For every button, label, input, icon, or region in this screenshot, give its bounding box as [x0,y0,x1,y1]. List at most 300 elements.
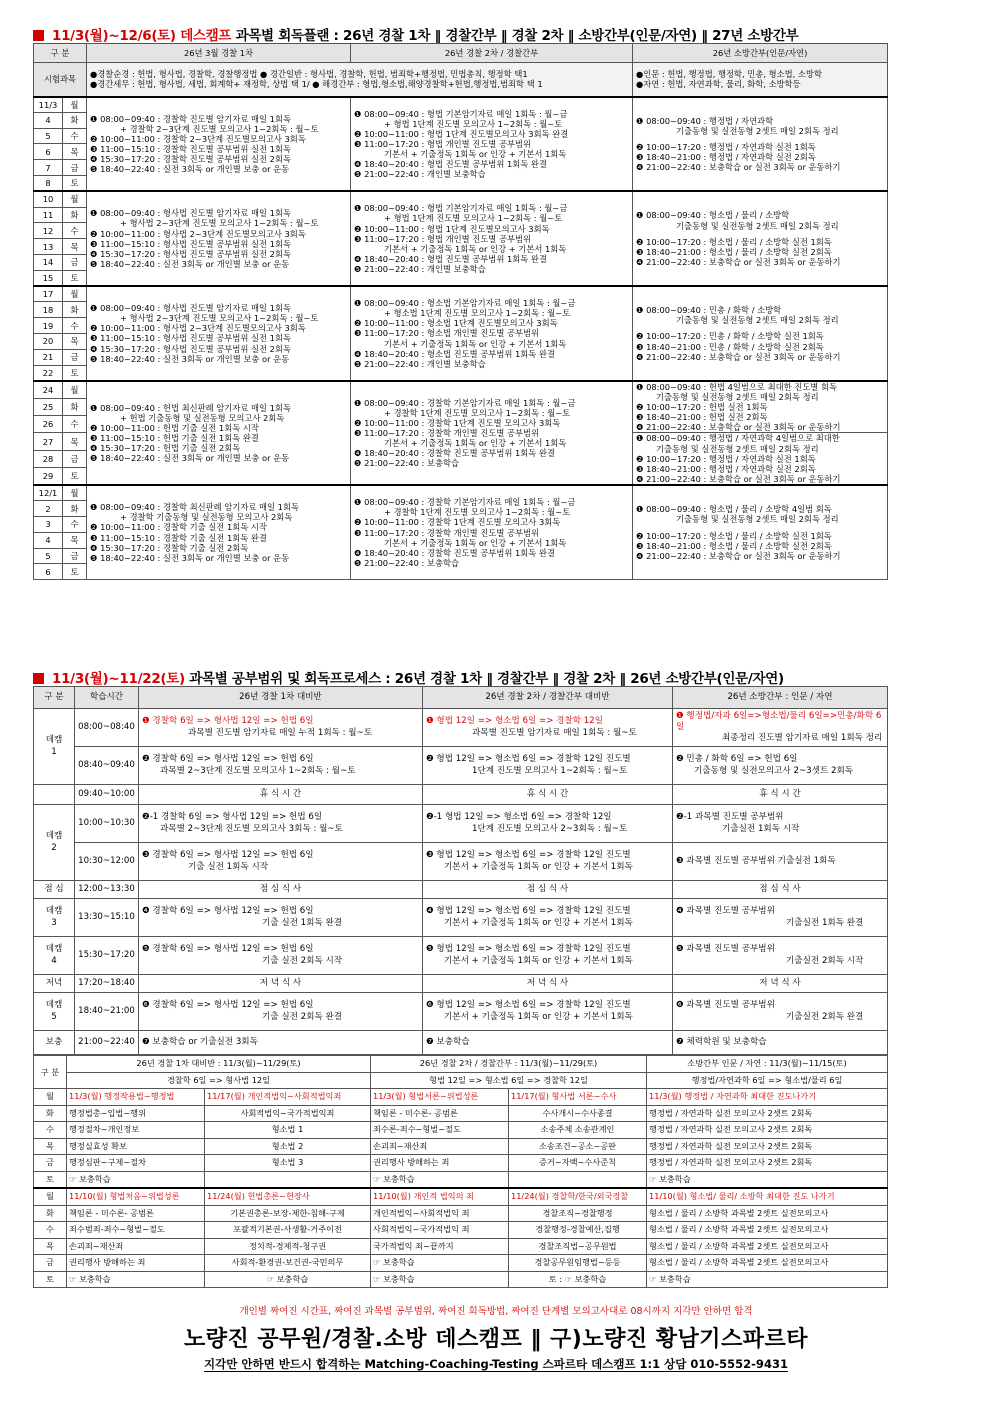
header-police2: 26년 경찰 2차 / 경찰간부 [351,44,633,63]
plan-line: ❶ 08:00~09:40 : 형사법 진도별 암기자료 매일 1회독 [90,303,291,314]
subjects-police-line1: ●경찰순경 : 헌법, 형사법, 경찰학, 경찰행정법 ● 경간일반 : 형사법, 경찰학, 헌법, 범죄학+행정법, 민법총칙, 행정학 택1 [90,69,528,80]
date-cell: 20 [34,333,63,349]
weekday-cell: 목 [63,433,87,450]
cell-line: 기출 실전 2회독 완결 [262,1011,343,1022]
plan-line: ❸ 18:40~21:00 : 형소법 / 물리 / 소방학 실전 2회독 [636,246,832,257]
subject-cell: ☞ 보충학습 [371,1171,509,1188]
weekday-cell: 화 [63,501,87,517]
cell-line: ❻ 형법 12일 => 형소법 6일 => 경찰학 12일 진도별 [426,1000,631,1011]
weekday-cell: 월 [34,1188,67,1205]
cell-d2a-c1 [139,805,423,843]
header-fire: 소방간부 인문 / 자연 : 11/3(월)~11/15(토) [647,1056,888,1073]
plan-line: ❷ 10:00~11:00 : 경찰학 기출 실전 1회독 시작 [90,522,267,533]
weekday-cell: 토 [34,1271,67,1288]
plan-line: ❸ 11:00~15:10 : 형사법 진도별 공부범위 실전 1회독 [90,333,291,344]
plan-line: 기본서 + 기출정독 1회독 or 인강 + 기본서 1회독 [384,148,567,159]
plan-line: ❹ 21:00~22:40 : 보충학습 or 실전 3회독 or 운동하기 [636,351,841,362]
subject-cell: ☞ 보충학습 [647,1271,888,1288]
sequence-fire: 행정법/자연과학 6일 => 형소법/물리 6일 [647,1072,888,1089]
plan-line: 기본서 + 기출정독 1회독 or 인강 + 기본서 1회독 [384,243,567,254]
cell-line: 기출실전 2회독 시작 [786,955,864,966]
date-cell: 6 [34,144,63,160]
time-slot: 10:00~10:30 [75,805,139,843]
weekday-cell: 토 [63,270,87,286]
header-gubun: 구 분 [34,44,87,63]
plan-line: 기출동형 및 실전동형 2셋트 매일 2회독 정리 [676,220,839,231]
section2-title: 11/3(월)~11/22(토) 과목별 공부범위 및 회독프로세스 : 26년 경찰 1차 ‖ 경찰간부 ‖ 경찰 2차 ‖ 26년 소방간부(인문/자연) [33,667,784,687]
cell-line: ❷ 경찰학 6일 => 형사법 12일 => 헌법 6일 [142,754,314,765]
weekday-cell: 월 [63,191,87,207]
date-cell: 24 [34,381,63,398]
cell-line: 기출실전 2회독 완결 [786,1011,864,1022]
cell-d1b-c3 [673,747,888,785]
date-cell: 29 [34,468,63,485]
header-police2: 26년 경찰 2차 / 경찰간부 : 11/3(월)~11/29(토) [371,1056,647,1073]
time-slot: 17:20~18:40 [75,975,139,993]
subject-cell: ☞ 보충학습 [647,1171,888,1188]
study-process-table [33,686,888,1055]
plan-col3 [633,485,888,580]
cell-line: ❶ 형법 12일 => 형소법 6일 => 경찰학 12일 [426,716,604,727]
plan-col3 [633,97,888,192]
plan-line: ❷ 10:00~17:20 : 형소법 / 물리 / 소방학 실전 1회독 [636,236,832,247]
plan-line: 기출동형 및 실전동형 2셋트 매일 2회독 정리 [656,443,819,454]
plan-line: ❹ 15:30~17:20 : 헌법 기출 실전 2회독 [90,443,241,453]
subject-cell: ☞ 보충학습 [205,1271,371,1288]
time-slot: 13:30~15:10 [75,899,139,937]
cell-d2a-c3 [673,805,888,843]
subject-cell: ☞ 보충학습 [371,1255,509,1272]
time-slot: 12:00~13:30 [75,881,139,899]
weekday-cell: 금 [34,1155,67,1172]
weekday-cell: 수 [63,416,87,433]
header-fire: 26년 소방간부(인문/자연) [633,44,888,63]
plan-line: ❸ 18:40~21:00 : 형소법 / 물리 / 소방학 실전 2회독 [636,540,832,551]
subject-cell: 증거~자백~수사준칙 [509,1155,647,1172]
cell-d5-c2 [423,993,673,1031]
dinner-label: 저녁 [34,975,75,993]
rest-time: 휴 식 시 간 [139,785,423,805]
plan-line: ❶ 08:00~09:40 : 형소법 / 물리 / 소방학 [636,210,790,221]
cell-d3-c2 [423,899,673,937]
plan-line: ❺ 21:00~22:40 : 개인별 보충학습 [354,358,486,369]
cell-line: ❶ 행정법/자과 6일=>형소법/물리 6일=>민총/화학 6일 [676,710,882,732]
cell-d1a-c2 [423,709,673,747]
subjects-fire-line2: ●자연 : 헌법, 자연과학, 물리, 화학, 소방학등 [636,79,801,90]
plan-line: ❺ 21:00~22:40 : 보충학습 [354,458,459,469]
date-cell: 5 [34,128,63,144]
cell-line: 기본서 + 기출정독 1회독 or 인강 + 기본서 1회독 [444,955,633,966]
plan-line: ❺ 18:40~22:40 : 실전 3회독 or 개인별 보충 or 운동 [90,353,290,364]
date-cell: 26 [34,416,63,433]
weekday-cell: 수 [63,223,87,239]
plan-col2 [351,191,633,286]
plan-line: ❹ 21:00~22:40 : 보충학습 or 실전 3회독 or 운동하기 [636,162,841,173]
cell-d4-c1 [139,937,423,975]
header-police1: 26년 경찰 1차 대비반 [139,687,423,709]
subject-cell: 정치적-경제적-청구권 [205,1238,371,1255]
plan-col1 [87,191,351,286]
cell-line: 기본서 + 기출정독 1회독 or 인강 + 기본서 1회독 [444,1011,633,1022]
cell-line: ❺ 과목별 진도별 공부범위 [676,944,775,955]
plan-col2 [351,485,633,580]
subject-cell: 사회적법익~국가적법익 죄 [371,1222,509,1239]
cell-line: 1단계 진도별 모의고사 2~3회독 : 월~토 [472,823,628,834]
subject-cell: 소송조건~공소~공판 [509,1138,647,1155]
plan-line: ❶ 08:00~09:40 : 형소법 / 물리 / 소방학 4일범 회독 [636,504,832,515]
plan-line: ❹ 18:40~20:40 : 형소법 진도별 공부범위 1회독 완결 [354,348,555,359]
plan-line: ❶ 08:00~09:40 : 행정법 / 자연과학 4일범으로 최대한 [636,433,840,444]
plan-line: + 경찰학 1단계 진도별 모의고사 1~2회독 : 월~토 [384,507,571,518]
cell-line: 기출 실전 1회독 시작 [188,861,269,872]
date-cell: 5 [34,548,63,564]
weekday-cell: 수 [34,1222,67,1239]
plan-line: 기본서 + 기출정독 1회독 or 인강 + 기본서 1회독 [384,437,567,448]
plan-line: 기출동형 및 실전동형 2셋트 매일 2회독 정리 [676,315,839,326]
plan-col2 [351,97,633,192]
subject-cell: 행정심판~구제~절차 [67,1155,205,1172]
subject-cell: 기본권총론-보장-제한-침해-구제 [205,1205,371,1222]
weekday-cell: 금 [34,1255,67,1272]
lunch-time: 점 심 식 사 [673,881,888,899]
header-fire: 26년 소방간부 : 인문 / 자연 [673,687,888,709]
cell-line: ❹ 형법 12일 => 형소법 6일 => 경찰학 12일 진도별 [426,906,631,917]
subject-cell: 사회적-환경권-보건권-국민의무 [205,1255,371,1272]
cell-d1b-c2 [423,747,673,785]
plan-line: + 헌법 기출동형 및 실전동형 모의고사 2회독 [120,412,285,423]
weekday-cell: 목 [63,144,87,160]
cell-d1a-c1 [139,709,423,747]
cell-d1b-c1 [139,747,423,785]
subject-cell: 죄수론-죄수~형벌~절도 [371,1122,509,1139]
subject-cell: 개인적법익~사회적법익 죄 [371,1205,509,1222]
cell-line: 기출실전 1회독 완결 [786,917,864,928]
plan-line: ❶ 08:00~09:40 : 민총 / 화학 / 소방학 [636,305,782,316]
cell-line: 기본서 + 기출정독 1회독 or 인강 + 기본서 1회독 [444,917,633,928]
subject-cell: 행정법 / 자연과학 실전 모의고사 2셋트 2회독 [647,1138,888,1155]
cell-line: 1단계 진도별 모의고사 1~2회독 : 월~토 [472,765,628,776]
cell-d5-c1 [139,993,423,1031]
subject-cell: 11/17(월) 개인적법익~사회적법익죄 [205,1089,371,1106]
weekday-cell: 월 [63,381,87,398]
plan-line: ❸ 11:00~17:20 : 경찰학 개인별 진도별 공부범위 [354,427,540,438]
cell-d2b-c3 [673,843,888,881]
plan-line: ❺ 18:40~22:40 : 실전 3회독 or 개인별 보충 or 운동 [90,552,290,563]
cell-line: ❹ 경찰학 6일 => 형사법 12일 => 헌법 6일 [142,906,314,917]
date-cell: 28 [34,450,63,467]
subject-cell: 수사개시~수사종결 [509,1105,647,1122]
weekday-cell: 금 [63,548,87,564]
plan-col1 [87,97,351,192]
empty-cell [34,785,75,805]
subject-cell: 11/24(월) 경찰학/한국/외국경찰 [509,1188,647,1205]
session-label: 데캠 5 [34,993,75,1031]
cell-sup-c3: ❼ 체력학원 및 보충학습 [673,1031,888,1055]
cell-sup-c1: ❼ 보충학습 or 기출실전 3회독 [139,1031,423,1055]
subject-cell: 권리행사 방해하는 죄 [67,1255,205,1272]
subject-cell: 11/10(월) 개인적 법익의 죄 [371,1188,509,1205]
subject-cell: 형소법 2 [205,1138,371,1155]
date-cell: 10 [34,191,63,207]
session-label: 데캠 2 [34,805,75,881]
cell-line: ❷-1 경찰학 6일 => 형사법 12일 => 헌법 6일 [142,812,323,823]
plan-line: ❷ 10:00~11:00 : 형사법 2~3단계 진도별모의고사 3회독 [90,228,306,239]
subject-cell: 11/24(월) 헌법총론~헌장사 [205,1188,371,1205]
subject-cell: 권리행사 방해하는 죄 [371,1155,509,1172]
section1-title: 11/3(월)~12/6(토) 데스캠프 과목별 회독플랜 : 26년 경찰 1차 ‖ 경찰간부 ‖ 경찰 2차 ‖ 소방간부(인문/자연) ‖ 27년 소방간부 [33,24,798,44]
plan-line: ❸ 11:00~17:20 : 형법 개인별 진도별 공부범위 [354,138,532,149]
weekday-cell: 월 [63,286,87,302]
subject-cell [205,1171,371,1188]
plan-line: ❺ 18:40~22:40 : 실전 3회독 or 개인별 보충 or 운동 [90,258,290,269]
plan-line: ❶ 08:00~09:40 : 경찰학 최신판례 암기자료 매일 1회독 [90,502,299,513]
plan-line: ❺ 18:40~22:40 : 실전 3회독 or 개인별 보충 or 운동 [90,453,290,464]
cell-d5-c3 [673,993,888,1031]
cell-line: ❷ 민총 / 화학 6일 => 헌법 6일 [676,754,798,765]
plan-line: 기본서 + 기출정독 1회독 or 인강 + 기본서 1회독 [384,537,567,548]
subject-cell: 행정법 / 자연과학 실전 모의고사 2셋트 2회독 [647,1122,888,1139]
subject-cell: 형소법 / 물리 / 소방학 과목별 2셋트 실전모의고사 [647,1205,888,1222]
weekday-cell: 월 [63,485,87,501]
plan-line: ❹ 15:30~17:20 : 형사법 진도별 공부범위 실전 2회독 [90,248,291,259]
plan-line: ❺ 18:40~22:40 : 실전 3회독 or 개인별 보충 or 운동 [90,164,290,175]
date-cell: 2 [34,501,63,517]
date-cell: 17 [34,286,63,302]
plan-col3b [633,433,888,485]
subject-cell: 책임론 - 미수론- 공범론 [67,1205,205,1222]
plan-line: ❸ 11:00~17:20 : 형소법 개인별 진도별 공부범위 [354,328,540,339]
cell-line: 기출실전 1회독 시작 [722,823,800,834]
subject-cell: 책임론 - 미수론- 공범론 [371,1105,509,1122]
lunch-time: 점 심 식 사 [423,881,673,899]
time-slot: 08:00~08:40 [75,709,139,747]
date-cell: 22 [34,365,63,381]
cell-line: ❸ 경찰학 6일 => 형사법 12일 => 헌법 6일 [142,850,314,861]
plan-col2 [351,286,633,381]
weekday-cell: 수 [63,318,87,334]
date-cell: 7 [34,160,63,176]
cell-line: ❹ 과목별 진도별 공부범위 [676,906,775,917]
cell-d2b-c2 [423,843,673,881]
weekday-cell: 토 [63,468,87,485]
subject-cell: 형소법 / 물리 / 소방학 과목별 2셋트 실전모의고사 [647,1222,888,1239]
subject-cell: 경찰공무원임행법~등등 [509,1255,647,1272]
dinner-time: 저 녁 식 사 [673,975,888,993]
weekday-cell: 수 [34,1122,67,1139]
date-cell: 27 [34,433,63,450]
weekday-cell: 수 [63,128,87,144]
plan-line: ❺ 21:00~22:40 : 개인별 보충학습 [354,169,486,180]
cell-line: 과목별 2~3단계 진도별 모의고사 1~2회독 : 월~토 [160,765,356,776]
plan-line: ❸ 18:40~21:00 : 헌법 실전 2회독 [636,412,768,423]
session-label: 데캠 1 [34,709,75,785]
weekday-cell: 화 [63,112,87,128]
cell-line: 기출동형 및 실전모의고사 2~3셋트 2회독 [694,765,854,776]
weekday-cell: 월 [63,97,87,113]
subject-cell: 소송주체 소송관계인 [509,1122,647,1139]
red-square-icon [33,673,44,684]
cell-line: 최종정리 진도별 암기자료 매일 1회독 정리 [722,733,883,744]
plan-line: ❹ 21:00~22:40 : 보충학습 or 실전 3회독 or 운동하기 [636,473,841,484]
lunch-time: 점 심 식 사 [139,881,423,899]
subject-cell: 11/10(월) 형소법/ 물리/ 소방학 최대한 진도 나가기 [647,1188,888,1205]
subject-cell: 형소법 / 물리 / 소방학 과목별 2셋트 실전모의고사 [647,1255,888,1272]
subjects-fire-line1: ●인문 : 헌법, 행정법, 행정학, 민총, 형소법, 소방학 [636,69,822,80]
subject-cell: 경찰조직법~공무원법 [509,1238,647,1255]
sequence-police2: 형법 12일 => 형소법 6일 => 경찰학 12일 [371,1072,647,1089]
plan-line: ❸ 11:00~17:20 : 경찰학 개인별 진도별 공부범위 [354,527,540,538]
weekday-cell: 화 [63,398,87,415]
plan-line: ❸ 11:00~15:10 : 경찰학 기출 실전 1회독 완결 [90,532,267,543]
plan-line: ❺ 21:00~22:40 : 보충학습 [354,557,459,568]
supplement-label: 보충 [34,1031,75,1055]
plan-line: ❶ 08:00~09:40 : 행정법 / 자연과학 [636,115,774,126]
subject-cell: 토 : ☞ 보충학습 [509,1271,647,1288]
plan-line: + 형소법 1단계 진도별 모의고사 1~2회독 : 월~토 [384,308,571,319]
plan-col3 [633,286,888,381]
rest-time: 휴 식 시 간 [673,785,888,805]
time-slot: 21:00~22:40 [75,1031,139,1055]
weekday-cell: 수 [63,517,87,533]
cell-line: 과목별 2~3단계 진도별 모의고사 3회독 : 월~토 [160,823,343,834]
subjects-police-line2: ●경간세무 : 헌법, 형사법, 세법, 회계학+ 재정학, 상법 택 1/ ● 해경간부 : 형법,형소법,해양경찰학+헌법,행정법,범죄학 택 1 [90,79,543,90]
dinner-time: 저 녁 식 사 [139,975,423,993]
plan-line: ❶ 08:00~09:40 : 형법 기본암기자료 매일 1회독 : 월~금 [354,108,568,119]
header-gubun: 구 분 [34,1056,67,1089]
date-cell: 4 [34,112,63,128]
plan-line: ❶ 08:00~09:40 : 헌법 4일범으로 최대한 진도별 회독 [636,381,837,392]
plan-line: ❷ 10:00~11:00 : 형소법 1단계 진도별모의고사 3회독 [354,318,558,329]
plan-col1 [87,286,351,381]
cell-line: ❸ 형법 12일 => 형소법 6일 => 경찰학 12일 진도별 [426,850,631,861]
weekday-cell: 목 [34,1238,67,1255]
plan-line: + 경찰학 1단계 진도별 모의고사 1~2회독 : 월~토 [384,407,571,418]
cell-line: 과목별 진도별 암기자료 매일 누적 1회독 : 월~토 [188,727,373,738]
plan-line: ❶ 08:00~09:40 : 경찰학 진도별 암기자료 매일 1회독 [90,113,291,124]
weekday-cell: 금 [63,160,87,176]
subject-cell [509,1171,647,1188]
subject-cell: 포괄적기본권-사생활-거주이전 [205,1222,371,1239]
weekday-cell: 목 [34,1138,67,1155]
plan-line: ❷ 10:00~11:00 : 경찰학 1단계 진도별 모의고사 3회독 [354,417,561,428]
subject-cell: 경찰조직~경찰행정 [509,1205,647,1222]
cell-line: 기출 실전 1회독 완결 [262,917,343,928]
sequence-police1: 경찰학 6일 => 형사법 12일 [67,1072,371,1089]
time-slot: 08:40~09:40 [75,747,139,785]
cell-line: ❷-1 형법 12일 => 형소법 6일 => 경찰학 12일 [426,812,612,823]
subject-cell: ☞ 보충학습 [67,1271,205,1288]
plan-col2 [351,381,633,485]
weekday-cell: 월 [34,1089,67,1106]
plan-line: + 형법 1단계 진도별 모의고사 1~2회독 : 월~토 [384,213,563,224]
plan-line: ❹ 15:30~17:20 : 경찰학 진도별 공부범위 실전 2회독 [90,154,291,164]
date-cell: 11/3 [34,97,63,113]
plan-line: ❹ 21:00~22:40 : 보충학습 or 실전 3회독 or 운동하기 [636,256,841,267]
plan-line: ❷ 10:00~17:20 : 민총 / 화학 / 소방학 실전 1회독 [636,331,824,342]
plan-col3a [633,381,888,433]
weekday-cell: 화 [34,1105,67,1122]
cell-line: 기본서 + 기출정독 1회독 or 인강 + 기본서 1회독 [444,861,633,872]
cell-d4-c2 [423,937,673,975]
time-slot: 09:40~10:00 [75,785,139,805]
date-cell: 19 [34,318,63,334]
cell-d3-c1 [139,899,423,937]
header-police2: 26년 경찰 2차 / 경찰간부 대비반 [423,687,673,709]
time-slot: 15:30~17:20 [75,937,139,975]
plan-line: ❷ 10:00~11:00 : 헌법 기출 실전 1회독 시작 [90,422,259,433]
plan-col1 [87,485,351,580]
subject-cell: 11/3(월) 행정법 / 자연과학 최대한 진도나가기 [647,1089,888,1106]
cell-line: ❶ 경찰학 6일 => 형사법 12일 => 헌법 6일 [142,716,314,727]
plan-line: ❷ 10:00~11:00 : 형사법 2~3단계 진도별모의고사 3회독 [90,323,306,334]
plan-line: ❷ 10:00~17:20 : 형소법 / 물리 / 소방학 실전 1회독 [636,530,832,541]
header-time: 학습시간 [75,687,139,709]
subject-cell: 11/3(월) 형법서론~위법성론 [371,1089,509,1106]
cell-line: 기출 실전 2회독 시작 [262,955,343,966]
plan-line: ❹ 18:40~20:40 : 형법 진도별 공부범위 1회독 완결 [354,159,547,170]
plan-line: ❹ 21:00~22:40 : 보충학습 or 실전 3회독 or 운동하기 [636,422,841,433]
subject-cell: 11/10(월) 형법처음~위법성론 [67,1188,205,1205]
plan-line: ❹ 18:40~20:40 : 경찰학 진도별 공부범위 1회독 완결 [354,547,555,558]
weekday-cell: 화 [63,207,87,223]
date-cell: 25 [34,398,63,415]
weekday-cell: 토 [34,1171,67,1188]
plan-line: + 경찰학 2~3단계 진도별 모의고사 1~2회독 : 월~토 [120,123,319,134]
plan-line: ❷ 10:00~17:20 : 행정법 / 자연과학 실전 1회독 [636,453,816,464]
dinner-time: 저 녁 식 사 [423,975,673,993]
rest-time: 휴 식 시 간 [423,785,673,805]
cell-d1a-c3 [673,709,888,747]
date-cell: 14 [34,254,63,270]
plan-line: + 형법 1단계 진도별 모의고사 1~2회독 : 월~토 [384,118,563,129]
subject-cell: 행정법총~입법~행위 [67,1105,205,1122]
subject-cell: 형소법 3 [205,1155,371,1172]
cell-line: ❷-1 과목별 진도별 공부범위 [676,812,784,823]
reading-plan-table [33,43,888,580]
plan-line: + 형사법 2~3단계 진도별 모의고사 1~2회독 : 월~토 [120,313,319,324]
plan-line: ❷ 10:00~11:00 : 형법 1단계 진도별모의고사 3회독 [354,223,550,234]
subject-cell: 손괴죄~재산죄 [371,1138,509,1155]
session-label: 데캠 4 [34,937,75,975]
subject-cell: 행정절차~개인정보 [67,1122,205,1139]
plan-line: ❸ 18:40~21:00 : 행정법 / 자연과학 실전 2회독 [636,151,816,162]
plan-line: ❹ 15:30~17:20 : 형사법 진도별 공부범위 실전 2회독 [90,343,291,354]
plan-line: 기출동형 및 실전동형 2셋트 매일 2회독 정리 [676,514,839,525]
date-cell: 6 [34,564,63,580]
plan-line: ❸ 18:40~21:00 : 민총 / 화학 / 소방학 실전 2회독 [636,341,824,352]
subject-cell: 행정실효성 확보 [67,1138,205,1155]
subject-cell: 국가적법익 죄~끝까지 [371,1238,509,1255]
footer-contact [0,1356,992,1372]
date-cell: 18 [34,302,63,318]
plan-line: ❹ 15:30~17:20 : 경찰학 기출 실전 2회독 [90,542,249,553]
subject-cell: 행정법 / 자연과학 실전 모의고사 2셋트 2회독 [647,1155,888,1172]
cell-line: ❺ 경찰학 6일 => 형사법 12일 => 헌법 6일 [142,944,314,955]
plan-line: ❹ 18:40~20:40 : 형법 진도별 공부범위 1회독 완결 [354,253,547,264]
date-cell: 12/1 [34,485,63,501]
subject-cell: 죄수범죄-죄수~형벌~절도 [67,1222,205,1239]
plan-line: 기출동형 및 실전동형 2셋트 매일 2회독 정리 [676,125,839,136]
date-cell: 8 [34,175,63,191]
header-gubun: 구 분 [34,687,75,709]
weekday-cell: 토 [63,175,87,191]
footer-contact-text: 지각만 안하면 반드시 합격하는 Matching-Coaching-Testing 스파르타 데스캠프 1:1 상담 010-5552-9431 [204,1357,788,1371]
subject-cell: ☞ 보충학습 [371,1271,509,1288]
plan-line: ❶ 08:00~09:40 : 형사법 진도별 암기자료 매일 1회독 [90,208,291,219]
plan-line: 기본서 + 기출정독 1회독 or 인강 + 기본서 1회독 [384,338,567,349]
plan-line: ❸ 11:00~17:20 : 형법 개인별 진도별 공부범위 [354,233,532,244]
plan-line: ❹ 21:00~22:40 : 보충학습 or 실전 3회독 or 운동하기 [636,550,841,561]
